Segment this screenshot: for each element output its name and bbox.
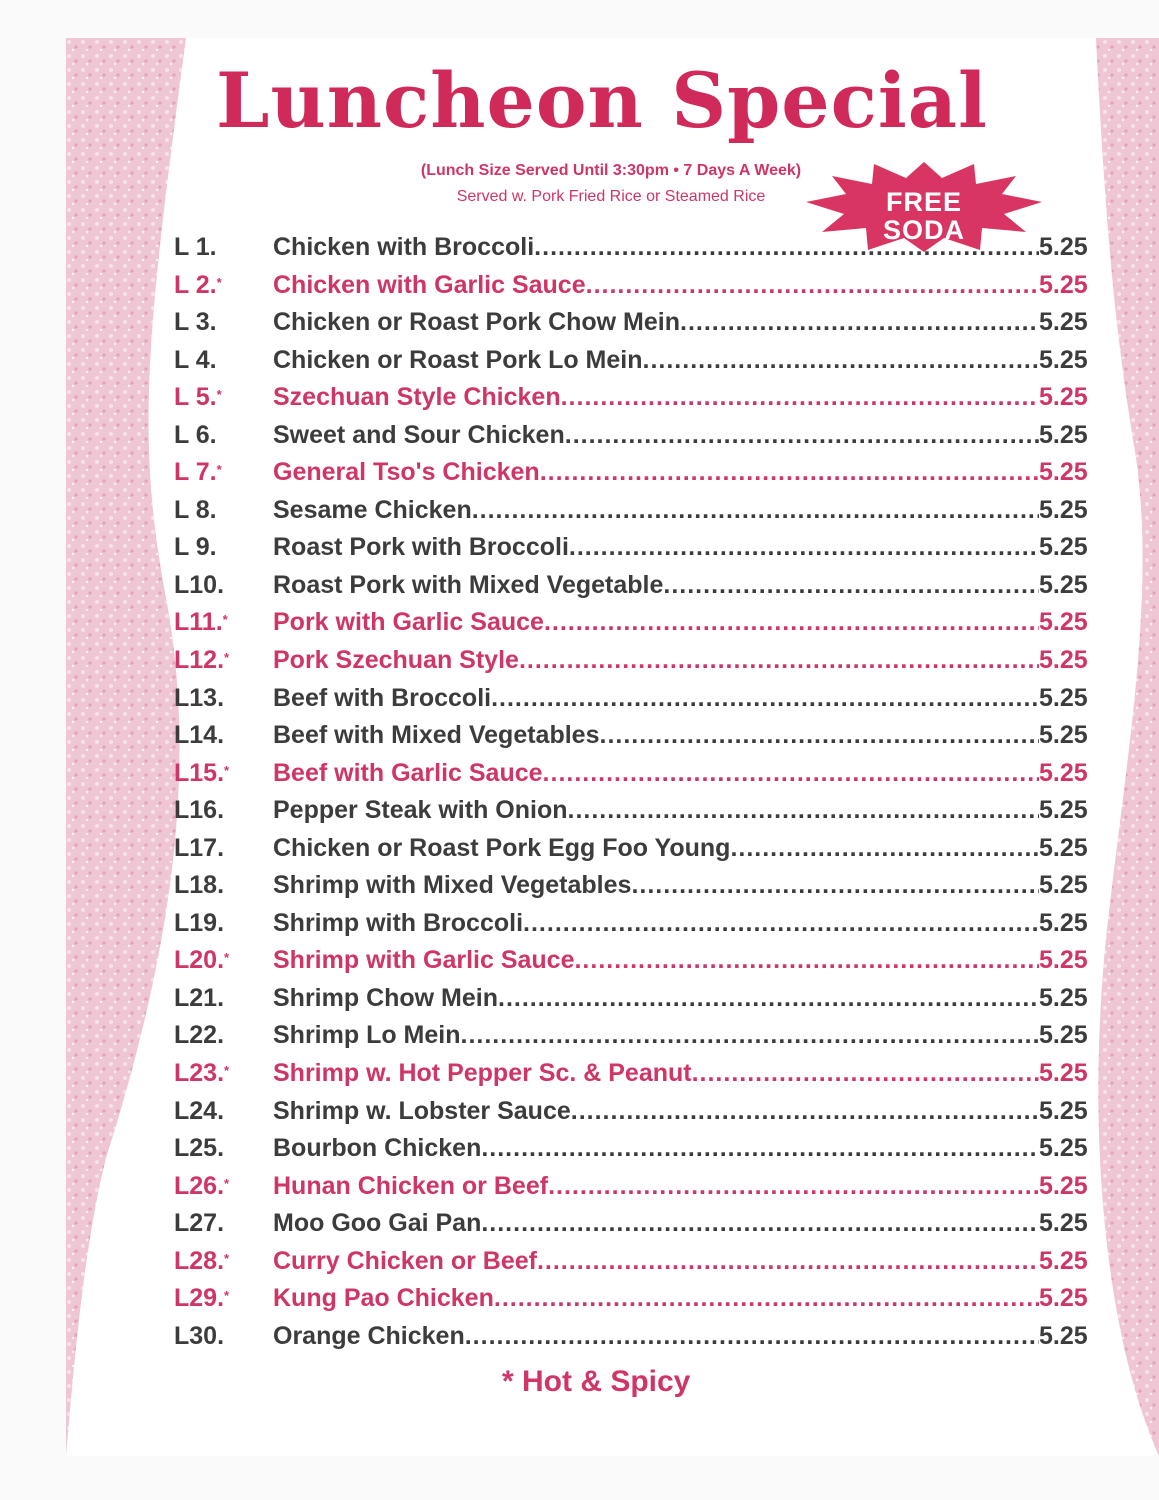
item-name: Chicken with Broccoli ..... (273, 228, 1039, 266)
hot-spicy-marker: * (224, 1288, 230, 1304)
item-code (174, 1317, 224, 1355)
item-price: 5.25 (1039, 1134, 1088, 1163)
item-code (174, 829, 224, 867)
item-price: 5.25 (1039, 1171, 1088, 1200)
item-code (174, 1054, 229, 1096)
hours-note: (Lunch Size Served Until 3:30pm • 7 Days A Week) (420, 162, 802, 179)
item-code (174, 1092, 224, 1130)
item-price: 5.25 (1039, 420, 1088, 449)
item-name: Roast Pork with Mixed Vegetable ..... (273, 566, 1039, 604)
item-code (174, 266, 222, 308)
item-name: Orange Chicken ..... (273, 1317, 1039, 1355)
item-price: 5.25 (1039, 1284, 1088, 1313)
item-code-text: L18. (174, 871, 225, 900)
menu-item-row (66, 266, 1159, 304)
item-price: 5.25 (1039, 796, 1088, 825)
item-code (174, 228, 217, 266)
item-name: Chicken or Roast Pork Chow Mein ..... (273, 303, 1039, 341)
item-code (174, 491, 217, 529)
item-name: Curry Chicken or Beef ..... (273, 1242, 1039, 1280)
item-code (174, 866, 224, 904)
menu-item-row (66, 491, 1159, 529)
item-code-text: L17. (174, 833, 225, 862)
item-code (174, 754, 229, 796)
item-code (174, 566, 224, 604)
item-code (174, 1204, 224, 1242)
item-price: 5.25 (1039, 533, 1088, 562)
hot-spicy-marker: * (216, 274, 222, 290)
item-code-text: L20. (174, 946, 225, 975)
item-price: 5.25 (1039, 908, 1088, 937)
menu-item-row (66, 228, 1159, 266)
item-code-text: L21. (174, 983, 225, 1012)
item-price: 5.25 (1039, 1209, 1088, 1238)
item-name: General Tso's Chicken ..... (273, 453, 1039, 491)
item-price: 5.25 (1039, 1096, 1088, 1125)
item-code-text: L19. (174, 908, 225, 937)
item-price: 5.25 (1039, 1321, 1088, 1350)
item-code-text: L10. (174, 570, 225, 599)
item-price: 5.25 (1039, 308, 1088, 337)
menu-item-row (66, 1129, 1159, 1167)
item-price: 5.25 (1039, 1246, 1088, 1275)
item-price: 5.25 (1039, 833, 1088, 862)
item-name: Shrimp with Broccoli ..... (273, 904, 1039, 942)
item-name: Szechuan Style Chicken ..... (273, 378, 1039, 416)
item-code (174, 528, 217, 566)
item-code (174, 1242, 229, 1284)
promo-line-1: FREE (885, 187, 962, 217)
item-code-text: L13. (174, 683, 225, 712)
item-code (174, 341, 217, 379)
menu-item-row (66, 979, 1159, 1017)
menu-sheet (66, 38, 1159, 1456)
item-code (174, 378, 222, 420)
served-with-note: Served w. Pork Fried Rice or Steamed Rice (456, 188, 766, 205)
menu-item-row (66, 866, 1159, 904)
menu-item-row (66, 566, 1159, 604)
item-price: 5.25 (1039, 495, 1088, 524)
menu-item-row (66, 416, 1159, 454)
item-code-text: L 9. (174, 533, 217, 562)
item-price: 5.25 (1039, 683, 1088, 712)
item-code-text: L22. (174, 1021, 225, 1050)
item-name: Kung Pao Chicken ..... (273, 1279, 1039, 1317)
menu-item-row (66, 716, 1159, 754)
item-code (174, 979, 224, 1017)
item-price: 5.25 (1039, 233, 1088, 261)
item-price: 5.25 (1039, 983, 1088, 1012)
menu-item-row (66, 453, 1159, 491)
item-price: 5.25 (1039, 721, 1088, 750)
item-code (174, 1167, 229, 1209)
item-code-text: L 4. (174, 345, 217, 374)
item-price: 5.25 (1039, 570, 1088, 599)
item-code-text: L24. (174, 1096, 225, 1125)
item-name: Shrimp with Mixed Vegetables ..... (273, 866, 1039, 904)
hot-spicy-marker: * (224, 1175, 230, 1191)
item-code-text: L11. (174, 608, 223, 637)
item-code (174, 453, 222, 495)
menu-item-row (66, 1279, 1159, 1317)
menu-item-row (66, 1016, 1159, 1054)
hot-spicy-marker: * (224, 1063, 230, 1079)
menu-item-row (66, 603, 1159, 641)
item-name: Pork Szechuan Style ..... (273, 641, 1039, 679)
item-code-text: L23. (174, 1059, 225, 1088)
item-name: Chicken or Roast Pork Lo Mein ..... (273, 341, 1039, 379)
item-name: Chicken with Garlic Sauce ..... (273, 266, 1039, 304)
item-price: 5.25 (1039, 270, 1088, 299)
item-name: Shrimp w. Lobster Sauce ..... (273, 1092, 1039, 1130)
hot-spicy-legend: * Hot & Spicy (502, 1365, 691, 1398)
item-name: Pepper Steak with Onion ..... (273, 791, 1039, 829)
item-price: 5.25 (1039, 1021, 1088, 1050)
menu-item-row (66, 528, 1159, 566)
item-name: Bourbon Chicken ..... (273, 1129, 1039, 1167)
item-code-text: L 2. (174, 270, 217, 299)
menu-item-row (66, 303, 1159, 341)
item-code (174, 941, 229, 983)
item-code-text: L27. (174, 1209, 225, 1238)
menu-item-row (66, 941, 1159, 979)
item-name: Moo Goo Gai Pan ..... (273, 1204, 1039, 1242)
item-price: 5.25 (1039, 758, 1088, 787)
item-code-text: L 5. (174, 383, 217, 412)
item-code-text: L 6. (174, 420, 217, 449)
menu-item-row (66, 341, 1159, 379)
hot-spicy-marker: * (224, 762, 230, 778)
item-price: 5.25 (1039, 458, 1088, 487)
page-title: Luncheon Special (216, 56, 988, 145)
item-name: Shrimp Chow Mein ..... (273, 979, 1039, 1017)
item-price: 5.25 (1039, 345, 1088, 374)
menu-item-row (66, 791, 1159, 829)
item-code (174, 641, 229, 683)
item-code (174, 1129, 224, 1167)
item-code-text: L15. (174, 758, 225, 787)
item-code (174, 679, 224, 717)
item-name: Sesame Chicken ..... (273, 491, 1039, 529)
item-name: Hunan Chicken or Beef ..... (273, 1167, 1039, 1205)
menu-item-row (66, 641, 1159, 679)
item-name: Shrimp with Garlic Sauce ..... (273, 941, 1039, 979)
item-code-text: L26. (174, 1171, 225, 1200)
item-price: 5.25 (1039, 646, 1088, 675)
item-name: Chicken or Roast Pork Egg Foo Young ..... (273, 829, 1039, 867)
hot-spicy-marker: * (222, 612, 228, 628)
item-name: Pork with Garlic Sauce ..... (273, 603, 1039, 641)
item-code (174, 791, 224, 829)
menu-item-row (66, 378, 1159, 416)
item-name: Sweet and Sour Chicken ..... (273, 416, 1039, 454)
menu-item-row (66, 1204, 1159, 1242)
item-code (174, 1279, 229, 1321)
hot-spicy-marker: * (224, 1250, 230, 1266)
item-code (174, 303, 217, 341)
item-name: Shrimp Lo Mein ..... (273, 1016, 1039, 1054)
hot-spicy-marker: * (216, 462, 222, 478)
item-code-text: L16. (174, 796, 225, 825)
hot-spicy-marker: * (224, 650, 230, 666)
menu-item-row (66, 679, 1159, 717)
item-name: Beef with Broccoli ..... (273, 679, 1039, 717)
item-code-text: L14. (174, 721, 225, 750)
item-code-text: L 8. (174, 495, 217, 524)
menu-item-row (66, 829, 1159, 867)
item-code (174, 416, 217, 454)
hot-spicy-marker: * (224, 950, 230, 966)
menu-item-row (66, 1317, 1159, 1355)
item-code-text: L12. (174, 646, 225, 675)
hot-spicy-marker: * (216, 387, 222, 403)
menu-item-row (66, 1054, 1159, 1092)
item-price: 5.25 (1039, 608, 1088, 637)
menu-list (66, 228, 1159, 1354)
item-name: Shrimp w. Hot Pepper Sc. & Peanut ..... (273, 1054, 1039, 1092)
item-code-text: L29. (174, 1284, 225, 1313)
item-code-text: L28. (174, 1246, 225, 1275)
menu-item-row (66, 754, 1159, 792)
menu-item-row (66, 1242, 1159, 1280)
item-code-text: L 3. (174, 308, 217, 337)
item-price: 5.25 (1039, 1059, 1088, 1088)
item-code (174, 1016, 224, 1054)
menu-item-row (66, 1167, 1159, 1205)
item-price: 5.25 (1039, 871, 1088, 900)
menu-item-row (66, 904, 1159, 942)
promo-line-2: SODA (882, 215, 965, 245)
item-code (174, 904, 224, 942)
item-price: 5.25 (1039, 383, 1088, 412)
item-name: Beef with Mixed Vegetables ..... (273, 716, 1039, 754)
item-name: Beef with Garlic Sauce ..... (273, 754, 1039, 792)
item-code (174, 603, 228, 645)
item-code-text: L 7. (174, 458, 217, 487)
item-name: Roast Pork with Broccoli ..... (273, 528, 1039, 566)
item-code (174, 716, 224, 754)
item-code-text: L25. (174, 1134, 225, 1163)
menu-item-row (66, 1092, 1159, 1130)
item-price: 5.25 (1039, 946, 1088, 975)
item-code-text: L30. (174, 1321, 225, 1350)
item-code-text: L 1. (174, 233, 217, 261)
